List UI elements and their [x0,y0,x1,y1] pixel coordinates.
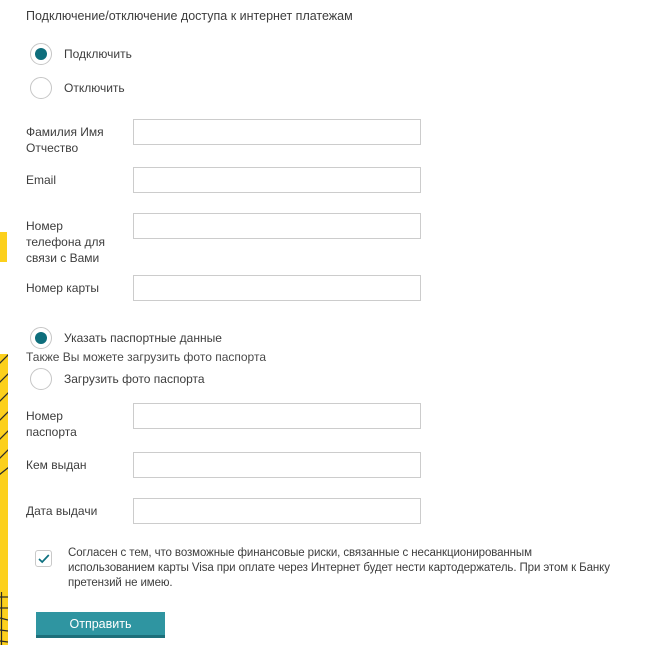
field-row-phone [0,213,663,265]
field-row-issue-date [0,498,663,524]
radio-option-disconnect[interactable] [30,77,125,99]
consent-checkbox[interactable] [35,550,52,567]
radio-connect-circle[interactable] [30,43,52,65]
radio-disconnect-circle[interactable] [30,77,52,99]
consent-line: Согласен с тем, что возможные финансовые риски, связанные с несанкционированным [68,547,532,559]
radio-passport-photo-label: Загрузить фото паспорта [64,372,205,386]
field-row-card-number [0,275,663,301]
field-row-passport-number [0,403,663,439]
email-input[interactable] [133,167,421,193]
field-row-issued-by [0,452,663,478]
radio-option-passport-data[interactable] [30,327,222,349]
card-number-input[interactable] [133,275,421,301]
issue-date-label: Дата выдачи [26,504,98,518]
consent-line: претензий не имею. [68,577,173,589]
issue-date-input[interactable] [133,498,421,524]
fio-input[interactable] [133,119,421,145]
submit-button[interactable]: Отправить [36,612,165,638]
radio-disconnect-label: Отключить [64,81,125,95]
consent-line: использованием карты Visa при оплате через Интернет будет нести картодержатель. При этом к Банку [68,562,610,574]
passport-hint: Также Вы можете загрузить фото паспорта [26,350,266,364]
radio-dot [35,48,47,60]
passport-number-input[interactable] [133,403,421,429]
issued-by-label: Кем выдан [26,458,87,472]
card-number-label: Номер карты [26,281,99,295]
field-row-email [0,167,663,193]
fio-label: Фамилия Имя Отчество [26,125,104,155]
consent-text [68,546,613,591]
radio-passport-photo-circle[interactable] [30,368,52,390]
page-title: Подключение/отключение доступа к интернет платежам [26,9,353,23]
radio-option-connect[interactable] [30,43,132,65]
radio-passport-data-label: Указать паспортные данные [64,331,222,345]
phone-label: Номер телефона для связи с Вами [26,219,105,265]
passport-number-label: Номер паспорта [26,409,77,439]
radio-option-passport-photo[interactable] [30,368,205,390]
radio-connect-label: Подключить [64,47,132,61]
issued-by-input[interactable] [133,452,421,478]
radio-dot [35,332,47,344]
radio-passport-data-circle[interactable] [30,327,52,349]
email-label: Email [26,173,57,187]
checkmark-icon [38,554,50,564]
field-row-fio [0,119,663,155]
phone-input[interactable] [133,213,421,239]
